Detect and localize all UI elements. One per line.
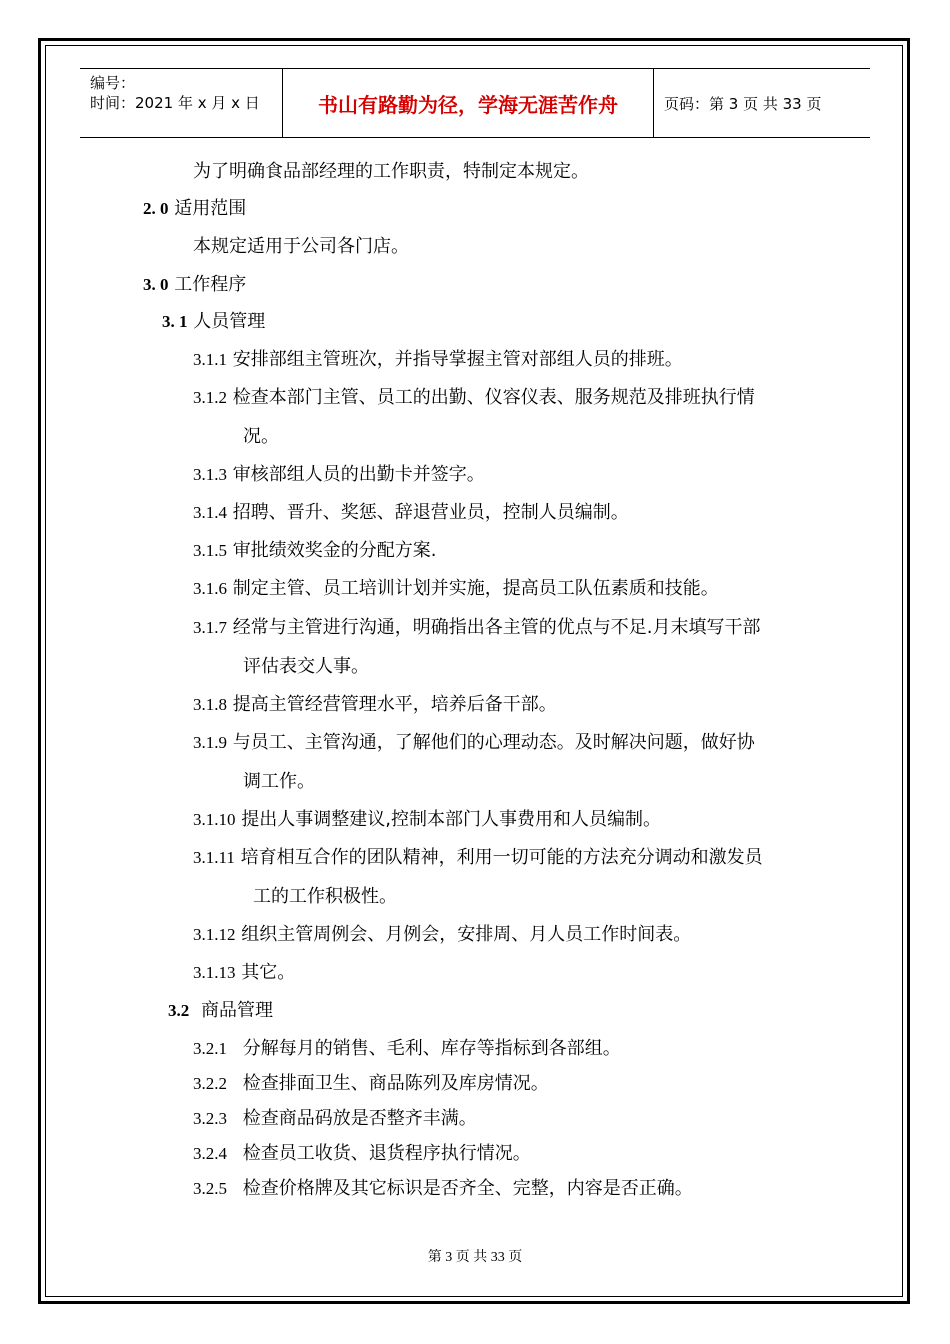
item-number: 3.1.12 bbox=[193, 925, 236, 944]
item-text: 制定主管、员工培训计划并实施，提高员工队伍素质和技能。 bbox=[232, 578, 719, 599]
list-item bbox=[193, 1037, 621, 1061]
item-number: 3.2.1 bbox=[193, 1039, 227, 1058]
item-text: 提高主管经营管理水平，培养后备干部。 bbox=[232, 694, 557, 715]
list-item bbox=[193, 501, 629, 525]
list-item bbox=[193, 1072, 549, 1096]
item-text: 安排部组主管班次，并指导掌握主管对部组人员的排班。 bbox=[232, 349, 683, 370]
header-meta bbox=[80, 69, 282, 137]
item-number: 3.1.3 bbox=[193, 465, 227, 484]
list-item bbox=[193, 463, 485, 487]
item-text: 分解每月的销售、毛利、库存等指标到各部组。 bbox=[242, 1038, 621, 1059]
section-title: 工作程序 bbox=[174, 274, 247, 295]
list-item bbox=[193, 693, 557, 717]
subsection-heading-3-1 bbox=[162, 310, 265, 334]
item-continuation: 调工作。 bbox=[243, 771, 315, 792]
item-text: 经常与主管进行沟通，明确指出各主管的优点与不足.月末填写干部 bbox=[232, 617, 761, 638]
item-text: 检查商品码放是否整齐丰满。 bbox=[242, 1108, 477, 1129]
item-continuation: 况。 bbox=[243, 426, 279, 447]
item-text: 与员工、主管沟通，了解他们的心理动态。及时解决问题，做好协 bbox=[232, 732, 755, 753]
section-heading-2 bbox=[143, 197, 246, 221]
list-item bbox=[193, 731, 755, 755]
item-continuation: 评估表交人事。 bbox=[243, 656, 369, 677]
item-number: 3.1.6 bbox=[193, 579, 227, 598]
item-text: 其它。 bbox=[241, 962, 296, 983]
item-text: 检查价格牌及其它标识是否齐全、完整，内容是否正确。 bbox=[242, 1178, 693, 1199]
item-number: 3.1.8 bbox=[193, 695, 227, 714]
item-continuation: 工的工作积极性。 bbox=[253, 886, 397, 907]
list-item bbox=[193, 539, 436, 563]
item-text: 组织主管周例会、月例会，安排周、月人员工作时间表。 bbox=[241, 924, 692, 945]
section-number: 3.2 bbox=[168, 1001, 190, 1020]
list-item bbox=[193, 1142, 531, 1166]
list-item bbox=[193, 386, 755, 410]
item-text: 检查排面卫生、商品陈列及库房情况。 bbox=[242, 1073, 549, 1094]
item-number: 3.2.4 bbox=[193, 1144, 227, 1163]
item-number: 3.1.1 bbox=[193, 350, 227, 369]
item-number: 3.2.2 bbox=[193, 1074, 227, 1093]
list-item bbox=[193, 616, 760, 640]
item-text: 提出人事调整建议,控制本部门人事费用和人员编制。 bbox=[241, 809, 661, 830]
item-number: 3.1.11 bbox=[193, 848, 235, 867]
list-item bbox=[193, 846, 763, 870]
item-text: 招聘、晋升、奖惩、辞退营业员，控制人员编制。 bbox=[232, 502, 629, 523]
section-number: 3. 0 bbox=[143, 275, 169, 294]
section-2-text: 本规定适用于公司各门店。 bbox=[193, 236, 409, 257]
header-page-info: 页码：第 3 页 共 33 页 bbox=[664, 94, 822, 113]
item-number: 3.1.7 bbox=[193, 618, 227, 637]
item-number: 3.1.4 bbox=[193, 503, 227, 522]
page-footer: 第 3 页 共 33 页 bbox=[427, 1250, 523, 1265]
list-item bbox=[193, 1107, 477, 1131]
item-number: 3.1.10 bbox=[193, 810, 236, 829]
item-number: 3.1.2 bbox=[193, 388, 227, 407]
header-motto: 书山有路勤为径，学海无涯苦作舟 bbox=[282, 69, 654, 137]
section-title: 商品管理 bbox=[200, 1000, 273, 1021]
item-number: 3.2.5 bbox=[193, 1179, 227, 1198]
list-item bbox=[193, 577, 719, 601]
item-text: 审核部组人员的出勤卡并签字。 bbox=[232, 464, 485, 485]
date-label: 时间：2021 年 x 月 x 日 bbox=[90, 94, 260, 112]
item-number: 3.1.5 bbox=[193, 541, 227, 560]
list-item bbox=[193, 348, 683, 372]
section-number: 3. 1 bbox=[162, 312, 188, 331]
section-number: 2. 0 bbox=[143, 199, 169, 218]
section-heading-3 bbox=[143, 273, 246, 297]
code-label: 编号： bbox=[90, 74, 136, 92]
section-title: 人员管理 bbox=[193, 311, 266, 332]
item-text: 检查本部门主管、员工的出勤、仪容仪表、服务规范及排班执行情 bbox=[232, 387, 755, 408]
list-item bbox=[193, 1177, 693, 1201]
item-number: 3.1.9 bbox=[193, 733, 227, 752]
item-number: 3.1.13 bbox=[193, 963, 236, 982]
list-item bbox=[193, 808, 661, 832]
list-item bbox=[193, 961, 295, 985]
item-text: 检查员工收货、退货程序执行情况。 bbox=[242, 1143, 531, 1164]
item-number: 3.2.3 bbox=[193, 1109, 227, 1128]
document-header bbox=[80, 68, 870, 138]
item-text: 审批绩效奖金的分配方案. bbox=[232, 540, 437, 561]
list-item bbox=[193, 923, 691, 947]
subsection-heading-3-2 bbox=[168, 999, 273, 1023]
section-title: 适用范围 bbox=[174, 198, 247, 219]
item-text: 培育相互合作的团队精神，利用一切可能的方法充分调动和激发员 bbox=[240, 847, 763, 868]
intro-text: 为了明确食品部经理的工作职责，特制定本规定。 bbox=[193, 161, 589, 182]
